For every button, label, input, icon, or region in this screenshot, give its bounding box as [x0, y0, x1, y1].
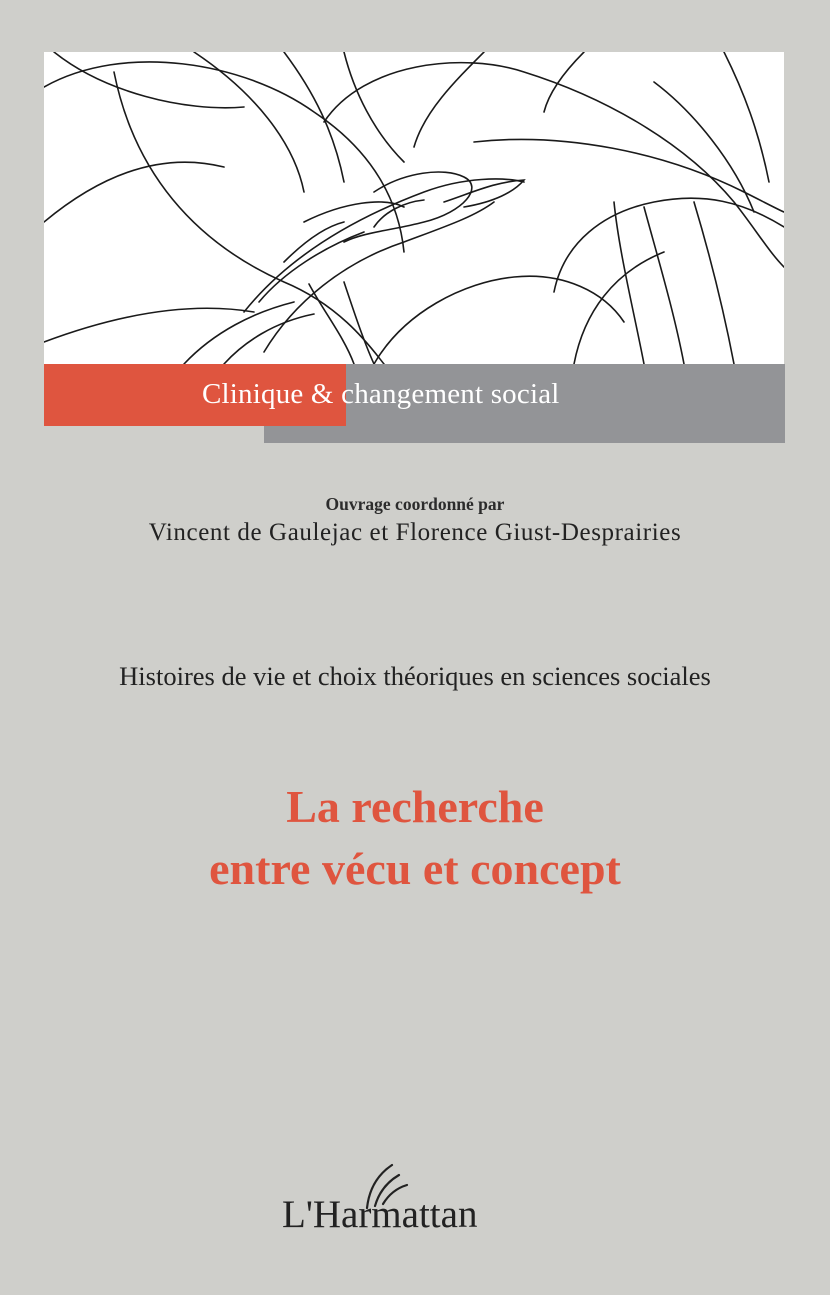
book-title-line-2: entre vécu et concept — [209, 843, 621, 894]
series-title: Clinique & changement social — [202, 378, 560, 410]
authors: Vincent de Gaulejac et Florence Giust-Desprairies — [148, 519, 682, 546]
book-title-line-1: La recherche — [286, 781, 544, 832]
cover-illustration — [44, 52, 784, 364]
coordination-label: Ouvrage coordonné par — [325, 494, 505, 514]
book-subtitle: Histoires de vie et choix théoriques en sciences sociales — [119, 661, 711, 691]
publisher-name: L'Harmattan — [282, 1193, 478, 1236]
publisher-logo-icon — [337, 1160, 427, 1210]
abstract-line-art — [44, 52, 784, 364]
